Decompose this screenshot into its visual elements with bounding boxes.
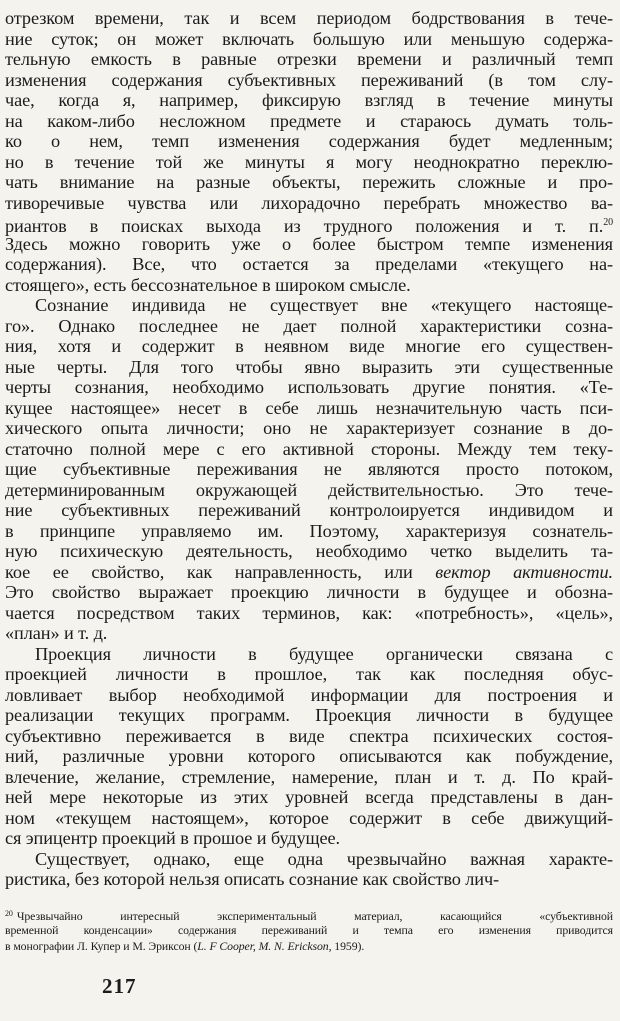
text-line-content: тиворечивые чувства или лихорадочно перебрать множество ва- <box>5 192 613 213</box>
footnote-marker: 20 <box>5 909 13 918</box>
text-line <box>5 418 613 439</box>
text-line <box>5 152 613 173</box>
paragraph <box>5 295 613 644</box>
text-line-content: Существует, однако, еще одна чрезвычайно важная характе- <box>35 848 613 869</box>
footnote-line-text: Чрезвычайно интересный экспериментальный материал, касающийся «субъективной <box>16 909 613 923</box>
text-line <box>5 726 613 747</box>
text-line-content: влечение, желание, стремление, намерение, план и т. д. По край- <box>5 766 613 787</box>
page-number: 217 <box>102 974 137 998</box>
text-line-content: Это свойство выражает проекцию личности в будущее и обозна- <box>5 582 613 602</box>
text-line-content: риантов в поисках выхода из трудного положения и т. п. <box>5 216 604 236</box>
text-line <box>5 377 613 398</box>
text-line-content: Здесь можно говорить уже о более быстром темпе изменения <box>5 233 613 254</box>
text-line <box>5 275 613 296</box>
text-line <box>5 29 613 50</box>
text-line <box>5 562 613 583</box>
text-line <box>5 808 613 829</box>
footnote-line-text: в монографии Л. Купер и М. Эриксон ( <box>5 939 198 953</box>
text-line <box>5 8 613 29</box>
text-line-content: ристика, без которой нельзя описать сознание как свойство лич- <box>5 869 500 889</box>
text-line-content: чается посредством таких терминов, как: «потребность», «цель», <box>5 602 613 623</box>
text-line-content: ние субъективных переживаний контролоируется индивидом и <box>5 500 613 520</box>
text-line <box>5 459 613 480</box>
text-line <box>5 234 613 255</box>
text-line-content: детерминированным окружающей действительностью. Это тече- <box>5 479 613 500</box>
text-line-content: ные черты. Для того чтобы явно выразить эти существенные <box>5 356 613 377</box>
text-line <box>5 869 613 890</box>
text-line <box>5 541 613 562</box>
text-line <box>5 705 613 726</box>
text-line <box>5 603 613 624</box>
text-line <box>5 70 613 91</box>
paragraph <box>5 8 613 295</box>
text-line-content: проекцией личности в прошлое, так как последняя обус- <box>5 664 613 684</box>
text-line-content: ловливает выбор необходимой информации для построения и <box>5 684 613 705</box>
text-line <box>5 521 613 542</box>
footnote-line <box>5 938 613 954</box>
text-line-content: изменения содержания субъективных переживаний (в том слу- <box>5 69 613 90</box>
text-line <box>5 623 613 644</box>
footnote-citation-year: 1959). <box>331 939 365 953</box>
text-line-content: на каком-либо несложном предмете и стараюсь думать толь- <box>5 110 613 131</box>
text-line-content: ную психическую деятельность, необходимо четко выделить та- <box>5 541 613 561</box>
text-line-content: реализации текущих программ. Проекция личности в будущее <box>5 705 613 725</box>
text-line <box>5 767 613 788</box>
text-line-content: содержания). Все, что остается за пределами «текущего на- <box>5 254 613 274</box>
text-line-content: статочно полной мере с его активной стороны. Между тем теку- <box>5 438 613 459</box>
text-line-content: ко о нем, темп изменения содержания будет медленным; <box>5 131 613 151</box>
text-line <box>5 111 613 132</box>
footnote-line: временной конденсации» содержания переживаний и темпа его изменения приводится <box>5 923 613 937</box>
text-line-content: Проекция личности в будущее органически связана с <box>35 643 613 664</box>
text-line-content: стоящего», есть бессознательное в широком смысле. <box>5 274 411 295</box>
text-line <box>5 500 613 521</box>
text-line-content: Сознание индивида не существует вне «текущего настояще- <box>35 295 613 315</box>
text-line <box>5 336 613 357</box>
text-line-content: кущее настоящее» несет в себе лишь незначительную часть пси- <box>5 397 613 418</box>
text-line-content: отрезком времени, так и всем периодом бодрствования в тече- <box>5 8 613 28</box>
text-line <box>5 213 613 234</box>
text-line <box>5 295 613 316</box>
text-line-content: ся эпицентр проекций в прошое и будущее. <box>5 828 340 848</box>
text-line-content: чае, когда я, например, фиксирую взгляд в течение минуты <box>5 90 613 110</box>
text-line-content: но в течение той же минуты я могу неоднократно переклю- <box>5 151 613 172</box>
text-line-content: «план» и т. д. <box>5 623 108 643</box>
text-line <box>5 664 613 685</box>
text-line <box>5 49 613 70</box>
text-line-content: щие субъективные переживания не являются просто потоком, <box>5 459 613 479</box>
text-line-content: ния, хотя и содержит в неявном виде многие его существен- <box>5 336 613 356</box>
text-line <box>5 685 613 706</box>
text-line <box>5 439 613 460</box>
text-line <box>5 644 613 665</box>
text-line <box>5 90 613 111</box>
text-line-content: черты сознания, необходимо использовать другие понятия. «Те- <box>5 377 613 397</box>
footnote-reference[interactable]: 20 <box>603 217 613 228</box>
italic-term: вектор активности. <box>435 561 613 582</box>
text-line-content: го». Однако последнее не дает полной характеристики созна- <box>5 315 613 336</box>
text-line <box>5 357 613 378</box>
text-line <box>5 828 613 849</box>
text-line <box>5 787 613 808</box>
text-line-content: кое ее свойство, как направленность, или <box>5 561 413 582</box>
text-line-content: в принципе управляемо им. Поэтому, характеризуя сознатель- <box>5 520 613 541</box>
text-line-content: ном «текущем настоящем», которое содержит в себе движущий- <box>5 807 613 828</box>
text-line <box>5 172 613 193</box>
text-line <box>5 398 613 419</box>
text-line-content: ней мере некоторые из этих уровней всегда представлены в дан- <box>5 787 613 807</box>
footnote <box>5 906 613 954</box>
text-line <box>5 480 613 501</box>
text-line <box>5 254 613 275</box>
text-line-content: субъективно переживается в виде спектра психических состоя- <box>5 725 613 746</box>
text-line-content: чать внимание на разные объекты, пережить сложные и про- <box>5 172 613 192</box>
text-line-content: ние суток; он может включать большую или меньшую содержа- <box>5 28 613 49</box>
text-line <box>5 582 613 603</box>
text-line <box>5 193 613 214</box>
text-line-content: ний, различные уровни которого описываются как побуждение, <box>5 746 613 766</box>
text-line <box>5 849 613 870</box>
footnote-citation: L. F Cooper, M. N. Erickson, <box>197 939 332 953</box>
text-line <box>5 316 613 337</box>
text-line-content: хического опыта личности; оно не характеризует сознание в до- <box>5 418 613 438</box>
text-line <box>5 746 613 767</box>
paragraph <box>5 849 613 890</box>
paragraph <box>5 644 613 849</box>
text-line <box>5 131 613 152</box>
text-line-content: тельную емкость в равные отрезки времени и различный темп <box>5 49 613 69</box>
body-text <box>5 8 613 890</box>
footnote-line <box>5 906 613 922</box>
